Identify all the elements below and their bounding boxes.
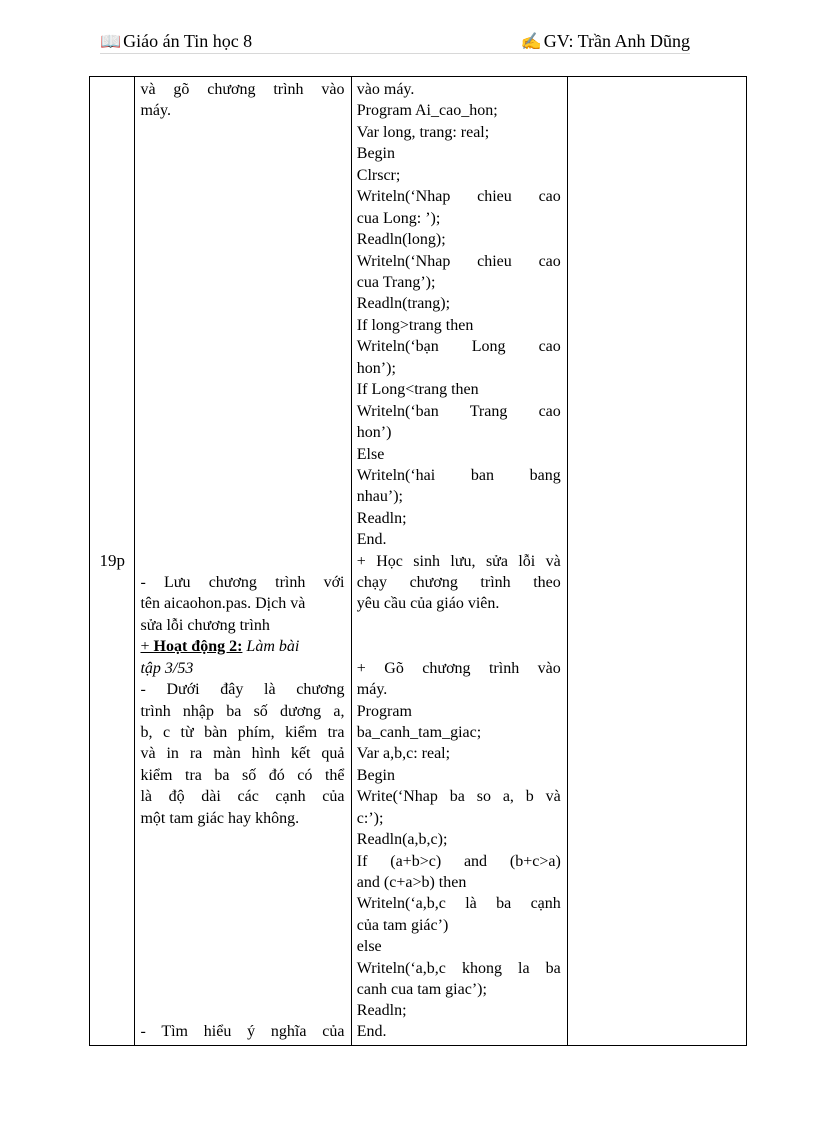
teacher-line: và gõ chương trình vào [140,81,345,98]
student-line: Program [356,703,412,720]
student-line: cua Long: ’); [356,210,441,227]
student-line: nhau’); [356,488,403,505]
student-line: yêu cầu của giáo viên. [356,595,500,612]
student-line: If Long<trang then [356,381,479,398]
student-line: c:’); [356,810,384,827]
student-line: and (c+a>b) then [356,874,467,891]
student-activity-cell [351,77,567,1046]
teacher-line: b, c từ bàn phím, kiểm tra [140,724,345,741]
student-line: End. [356,531,387,548]
teacher-line: trình nhập ba số dương a, [140,703,345,720]
open-book-icon: 📖 [100,32,122,51]
activity-heading: + Hoạt động 2: Làm bài [140,638,300,655]
student-line: Else [356,446,385,463]
student-line: Writeln(‘hai ban bang [356,467,561,484]
lesson-table [89,76,747,1046]
student-line: Writeln(‘Nhap chieu cao [356,253,561,270]
teacher-activity-cell [135,77,351,1046]
student-line: End. [356,1023,387,1040]
teacher-line: là độ dài các cạnh của [140,788,345,805]
student-line: Readln(a,b,c); [356,831,448,848]
time-label: 19p [99,551,125,570]
student-line: If long>trang then [356,317,474,334]
writing-hand-icon: ✍ [520,32,542,51]
teacher-line: tập 3/53 [140,660,194,677]
student-line: của tam giác’) [356,917,449,934]
student-line: Readln; [356,1002,407,1019]
student-line: Program Ai_cao_hon; [356,102,498,119]
student-line: hon’) [356,424,392,441]
page-header [100,30,690,54]
time-cell [90,77,135,1046]
notes-cell [568,77,747,1046]
teacher-line: kiểm tra ba số đó có thể [140,767,345,784]
teacher-line: sửa lỗi chương trình [140,617,270,634]
student-line: Readln(trang); [356,295,451,312]
student-line: Writeln(‘a,b,c là ba cạnh [356,895,561,912]
teacher-line: máy. [140,102,171,119]
teacher-line: và in ra màn hình kết quả [140,745,345,762]
student-line: ba_canh_tam_giac; [356,724,482,741]
student-line: vào máy. [356,81,415,98]
student-line: Readln; [356,510,407,527]
student-line: Var a,b,c: real; [356,745,451,762]
table-row [90,77,747,1046]
header-title: Giáo án Tin học 8 [123,31,253,51]
student-line: + Học sinh lưu, sửa lỗi và [356,553,561,570]
student-line: If (a+b>c) and (b+c>a) [356,853,561,870]
student-line: Begin [356,767,395,784]
header-author: GV: Trần Anh Dũng [543,31,690,51]
student-line: + Gõ chương trình vào [356,660,561,677]
student-line: Writeln(‘bạn Long cao [356,338,561,355]
teacher-line: - Dưới đây là chương [140,681,345,698]
student-line: Readln(long); [356,231,446,248]
student-line: Var long, trang: real; [356,124,490,141]
header-right [521,30,690,53]
student-line: Writeln(‘ban Trang cao [356,403,561,420]
header-rule [100,53,690,54]
student-line: Writeln(‘Nhap chieu cao [356,188,561,205]
student-line: Write(‘Nhap ba so a, b và [356,788,561,805]
teacher-line: - Lưu chương trình với [140,574,345,591]
teacher-line: tên aicaohon.pas. Dịch và [140,595,306,612]
student-line: Begin [356,145,395,162]
teacher-line: một tam giác hay không. [140,810,300,827]
teacher-line: - Tìm hiểu ý nghĩa của [140,1023,345,1040]
student-line: canh cua tam giac’); [356,981,487,998]
student-line: chạy chương trình theo [356,574,561,591]
header-left [100,30,252,53]
student-line: Writeln(‘a,b,c khong la ba [356,960,561,977]
student-line: cua Trang’); [356,274,436,291]
student-line: Clrscr; [356,167,401,184]
student-line: máy. [356,681,388,698]
student-line: hon’); [356,360,396,377]
student-line: else [356,938,382,955]
